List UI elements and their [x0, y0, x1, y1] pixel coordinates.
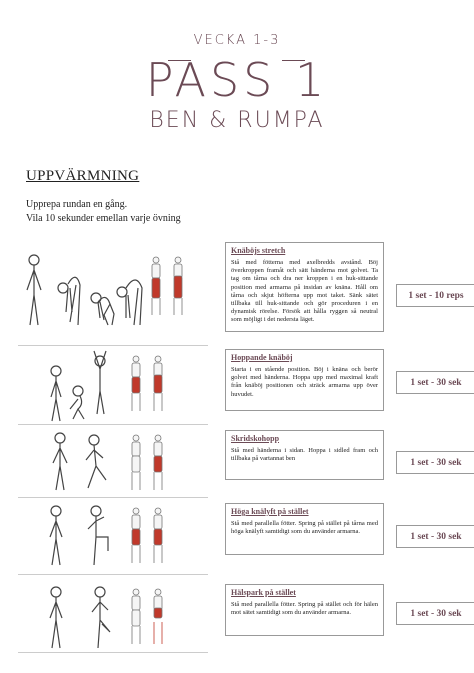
exercise-name: Skridskohopp [231, 434, 280, 443]
page-subtitle: BEN & RUMPA [149, 108, 325, 133]
exercise-row [18, 240, 464, 340]
exercise-illustration [18, 501, 208, 571]
exercise-description: Starta i en stående position. Böj i knäna och berör golvet med händerna. Hoppa upp med maximal kraft från knäböj positionen och sträck armarna upp över huvudet. [231, 366, 378, 398]
row-divider [18, 574, 208, 575]
exercise-sets: 1 set - 30 sek [396, 525, 474, 548]
row-divider [18, 497, 208, 498]
exercise-name: Hoppande knäböj [231, 353, 293, 362]
warmup-instruction: Upprepa rundan en gång. [26, 199, 128, 210]
exercise-name: Knäböjs stretch [231, 246, 286, 255]
exercise-sets: 1 set - 30 sek [396, 371, 474, 394]
exercise-row [18, 501, 462, 571]
exercise-illustration [18, 428, 208, 498]
exercise-card [225, 349, 384, 411]
warmup-rest-instruction: Vila 10 sekunder emellan varje övning [26, 213, 181, 224]
exercise-description: Stå med parallella fötter. Spring på stället och för hälen mot sätet samtidigt som du använder armarna. [231, 601, 378, 617]
exercise-row [18, 578, 462, 654]
page-title: PASS 1 [145, 53, 329, 107]
row-divider [18, 424, 208, 425]
exercise-sets: 1 set - 30 sek [396, 451, 474, 474]
exercise-card [225, 503, 384, 555]
exercise-card [225, 584, 384, 636]
exercise-description: Stå med händerna i sidan. Hoppa i sidled fram och tillbaka på vartannat ben [231, 447, 378, 463]
row-divider [18, 652, 208, 653]
exercise-name: Höga knälyft på stället [231, 507, 309, 516]
week-label: VECKA 1-3 [193, 33, 281, 48]
exercise-illustration [18, 240, 208, 340]
exercise-description: Stå med parallella fötter. Spring på stället på tårna med höga knälyft samtidigt som du använder armarna. [231, 520, 378, 536]
exercise-card [225, 242, 384, 332]
exercise-name: Hälspark på stället [231, 588, 296, 597]
exercise-row [18, 349, 462, 425]
warmup-heading: UPPVÄRMNING [26, 168, 140, 184]
exercise-illustration [18, 578, 208, 654]
muscle-diagram [152, 257, 182, 315]
exercise-card [225, 430, 384, 480]
exercise-illustration [18, 349, 208, 425]
exercise-sets: 1 set - 10 reps [396, 284, 474, 307]
exercise-sets: 1 set - 30 sek [396, 602, 474, 625]
exercise-description: Stå med fötterna med axelbredds avstånd. Böj överkroppen framåt och sätt händerna mot golvet. Ta tag om tårna och dra ner kroppen i en huk-sittande position med armarna på insidan av knäna. Håll om tårna och skjut höfterna upp mot taket. Sänk sätet tillbaka till huk-sittande och gör proceduren i en dynamisk rörelse. Försök att hålla ryggen så neutral som möjligt i det nedersta läget. [231, 259, 378, 324]
exercise-row [18, 428, 462, 498]
row-divider [18, 345, 208, 346]
